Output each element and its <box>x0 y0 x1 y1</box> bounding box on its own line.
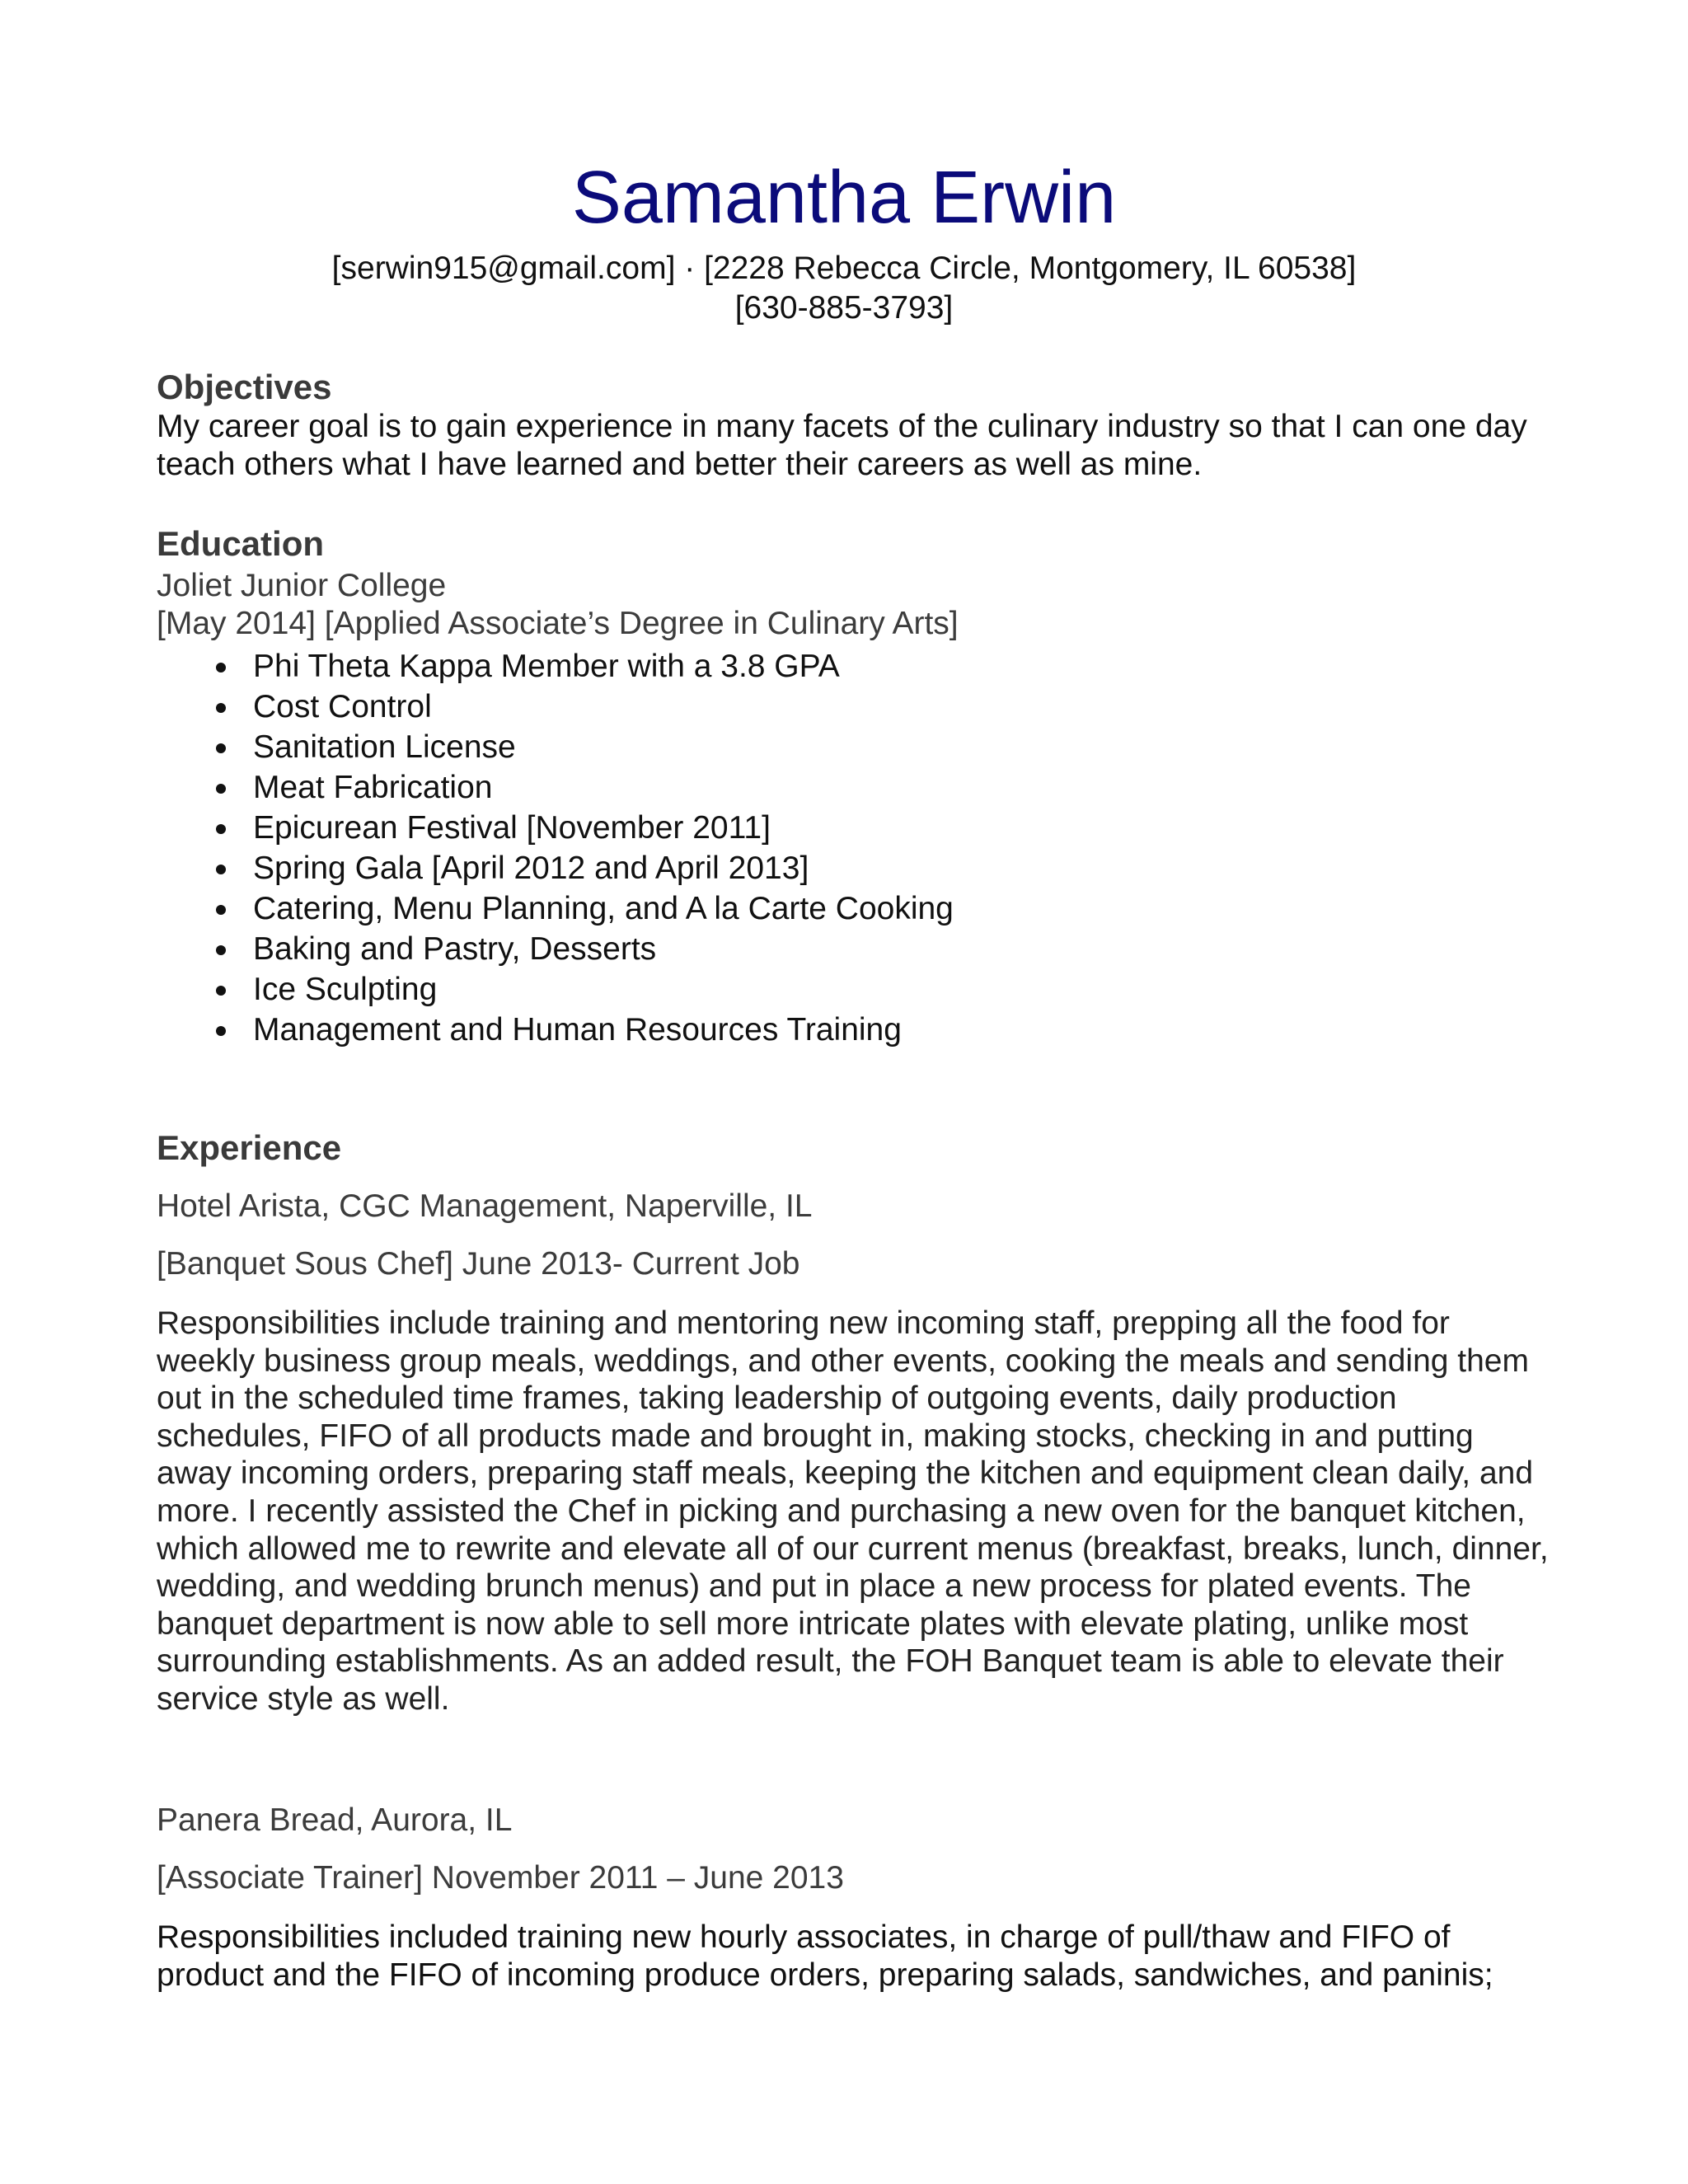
job-employer: Panera Bread, Aurora, IL <box>157 1802 513 1838</box>
list-item-text: Spring Gala [April 2012 and April 2013] <box>253 851 809 886</box>
resume-name: Samantha Erwin <box>571 157 1117 239</box>
bullet-icon <box>216 865 226 874</box>
list-item <box>0 808 954 848</box>
bullet-icon <box>216 784 226 794</box>
contact-email-address: [serwin915@gmail.com] · [2228 Rebecca Circle, Montgomery, IL 60538] <box>331 251 1357 286</box>
education-heading: Education <box>157 524 325 563</box>
list-item-text: Catering, Menu Planning, and A la Carte Cooking <box>253 891 954 926</box>
list-item-text: Ice Sculpting <box>253 972 438 1007</box>
job-description: Responsibilities include training and mentoring new incoming staff, prepping all the food for weekly business group meals, weddings, and other events, cooking the meals and sending them out in the scheduled time frames, taking leadership of outgoing events, daily production schedules, FIFO of all products made and brought in, making stocks, checking in and putting away incoming orders, preparing staff meals, keeping the kitchen and equipment clean daily, and more. I recently assisted the Chef in picking and purchasing a new oven for the banquet kitchen, which allowed me to rewrite and elevate all of our current menus (breakfast, breaks, lunch, dinner, wedding, and wedding brunch menus) and put in place a new process for plated events. The banquet department is now able to sell more intricate plates with elevate plating, unlike most surrounding establishments. As an added result, the FOH Banquet team is able to elevate their service style as well. <box>157 1305 1549 1717</box>
job-employer: Hotel Arista, CGC Management, Naperville, IL <box>157 1188 813 1224</box>
list-item-text: Cost Control <box>253 689 432 724</box>
list-item <box>0 646 954 687</box>
list-item-text: Phi Theta Kappa Member with a 3.8 GPA <box>253 649 840 684</box>
objectives-heading: Objectives <box>157 368 332 406</box>
list-item-text: Baking and Pastry, Desserts <box>253 931 657 967</box>
bullet-icon <box>216 743 226 753</box>
bullet-icon <box>216 1026 226 1036</box>
list-item <box>0 727 954 767</box>
experience-heading: Experience <box>157 1128 342 1167</box>
list-item <box>0 969 954 1010</box>
education-list <box>0 646 954 1050</box>
list-item-text: Sanitation License <box>253 729 516 765</box>
list-item <box>0 929 954 969</box>
job-role: [Banquet Sous Chef] June 2013- Current Job <box>157 1246 800 1282</box>
bullet-icon <box>216 905 226 915</box>
education-school: Joliet Junior College <box>157 568 447 603</box>
contact-phone: [630-885-3793] <box>734 290 954 326</box>
bullet-icon <box>216 986 226 996</box>
list-item <box>0 1010 954 1050</box>
list-item <box>0 848 954 888</box>
objectives-text: My career goal is to gain experience in many facets of the culinary industry so that I can one day teach others what I have learned and better their careers as well as mine. <box>157 409 1527 482</box>
bullet-icon <box>216 663 226 673</box>
list-item-text: Epicurean Festival [November 2011] <box>253 810 771 846</box>
list-item-text: Meat Fabrication <box>253 770 493 805</box>
list-item <box>0 767 954 808</box>
list-item <box>0 687 954 727</box>
list-item-text: Management and Human Resources Training <box>253 1012 902 1047</box>
job-description: Responsibilities included training new hourly associates, in charge of pull/thaw and FIFO of product and the FIFO of incoming produce orders, preparing salads, sandwiches, and paninis; <box>157 1919 1493 1993</box>
bullet-icon <box>216 824 226 834</box>
list-item <box>0 888 954 929</box>
bullet-icon <box>216 703 226 713</box>
bullet-icon <box>216 945 226 955</box>
education-degree: [May 2014] [Applied Associate’s Degree in Culinary Arts] <box>157 606 959 641</box>
job-role: [Associate Trainer] November 2011 – June 2013 <box>157 1860 844 1896</box>
